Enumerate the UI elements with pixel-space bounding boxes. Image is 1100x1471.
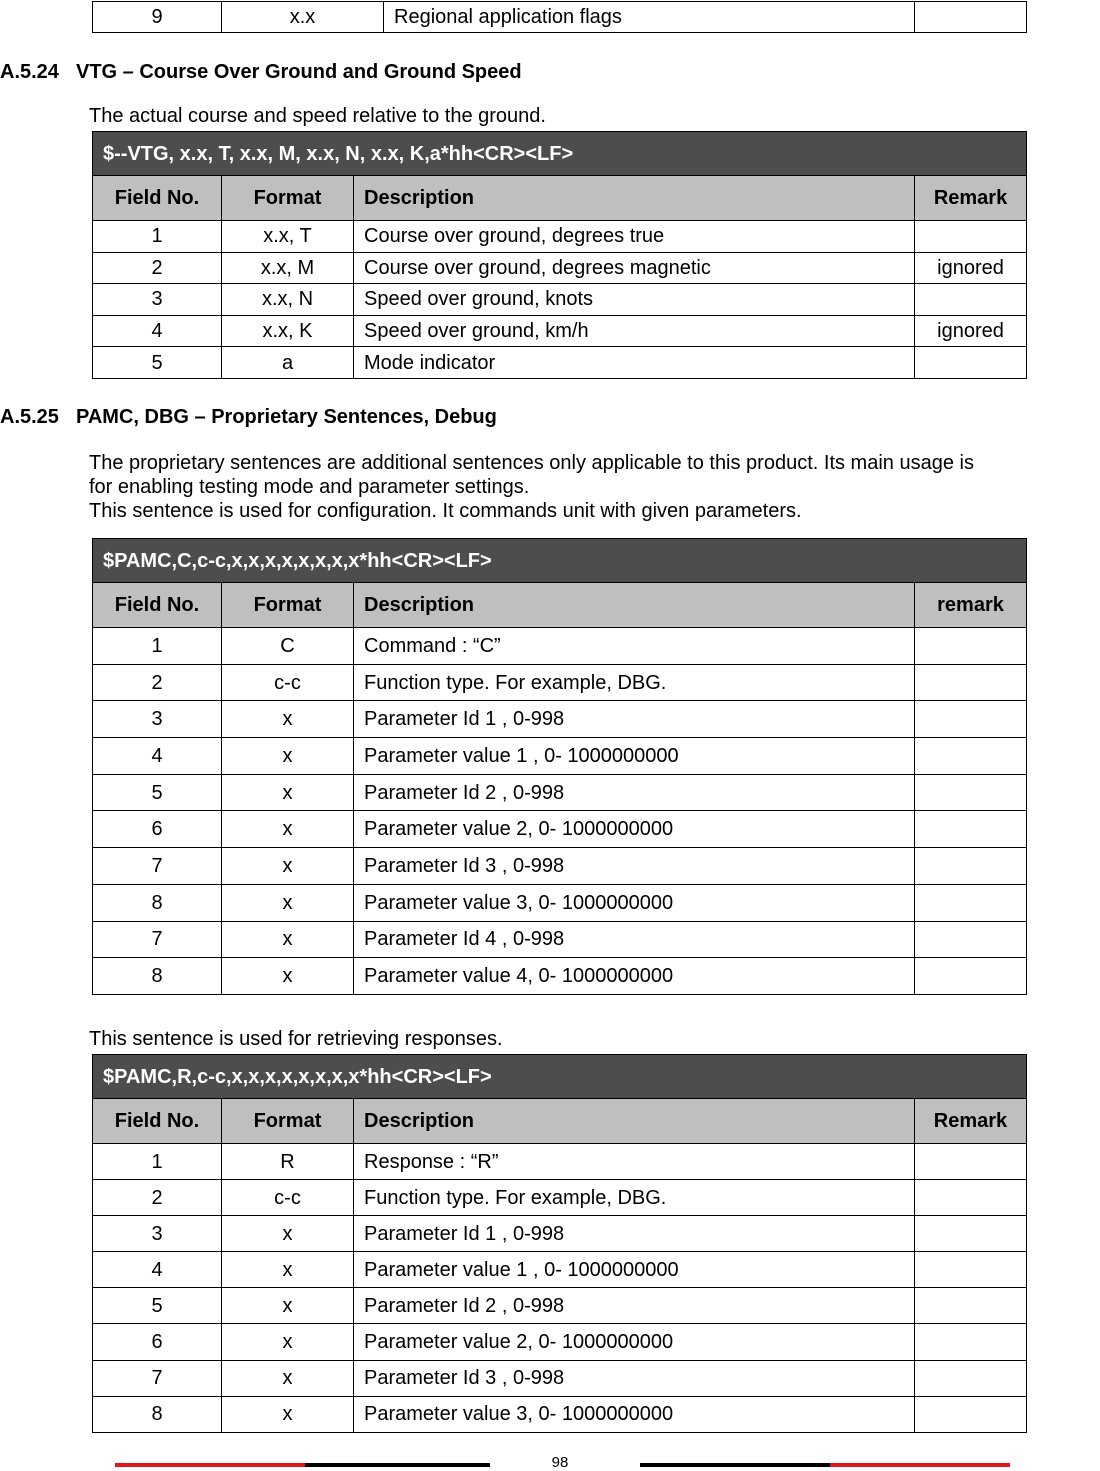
column-header: Field No.: [93, 1099, 222, 1144]
table-row: [93, 347, 1027, 379]
format-cell: x: [222, 958, 354, 995]
remark-cell: [915, 1396, 1027, 1432]
field-no-cell: 1: [93, 221, 222, 253]
description-cell: Command : “C”: [354, 628, 915, 665]
remark-cell: [915, 664, 1027, 701]
description-cell: Parameter Id 3 , 0-998: [354, 848, 915, 885]
remark-cell: [915, 701, 1027, 738]
description-cell: Parameter value 2, 0- 1000000000: [354, 811, 915, 848]
format-cell: x: [222, 1324, 354, 1360]
table-row: [93, 738, 1027, 775]
table-row: [93, 221, 1027, 253]
table-row: [93, 884, 1027, 921]
table-row: [93, 1252, 1027, 1288]
remark-cell: [915, 921, 1027, 958]
table-row: [93, 2, 1027, 33]
format-cell: x: [222, 1288, 354, 1324]
column-header: Format: [222, 583, 354, 628]
description-cell: Function type. For example, DBG.: [354, 1180, 915, 1216]
description-cell: Mode indicator: [354, 347, 915, 379]
remark-cell: [915, 1144, 1027, 1180]
description-cell: Response : “R”: [354, 1144, 915, 1180]
description-cell: Course over ground, degrees magnetic: [354, 252, 915, 284]
format-cell: x: [222, 848, 354, 885]
remark-cell: [915, 2, 1027, 33]
table-row: [93, 774, 1027, 811]
column-header: Description: [354, 1099, 915, 1144]
table-row: [93, 921, 1027, 958]
format-cell: x: [222, 701, 354, 738]
remark-cell: [915, 284, 1027, 316]
field-no-cell: 5: [93, 774, 222, 811]
description-cell: Speed over ground, km/h: [354, 315, 915, 347]
section-number: A.5.25: [0, 406, 59, 428]
description-cell: Regional application flags: [384, 2, 915, 33]
table-row: [93, 1396, 1027, 1432]
column-header: remark: [915, 583, 1027, 628]
table-row: [93, 1216, 1027, 1252]
table-row: [93, 1288, 1027, 1324]
section-heading-pamc: [0, 406, 497, 429]
format-cell: x.x, T: [222, 221, 354, 253]
remark-cell: [915, 884, 1027, 921]
field-no-cell: 8: [93, 958, 222, 995]
table-row: [93, 811, 1027, 848]
table-row: [93, 284, 1027, 316]
table-row: [93, 958, 1027, 995]
pamc-intro-line: This sentence is used for configuration. It commands unit with given parameters.: [89, 500, 802, 522]
format-cell: x.x: [222, 2, 384, 33]
format-cell: x.x, M: [222, 252, 354, 284]
section-title: VTG – Course Over Ground and Ground Speed: [76, 61, 522, 83]
vtg-table: [92, 131, 1027, 379]
description-cell: Parameter Id 2 , 0-998: [354, 1288, 915, 1324]
remark-cell: [915, 1288, 1027, 1324]
description-cell: Parameter Id 1 , 0-998: [354, 1216, 915, 1252]
field-no-cell: 5: [93, 347, 222, 379]
table-row: [93, 315, 1027, 347]
format-cell: x.x, N: [222, 284, 354, 316]
description-cell: Parameter value 1 , 0- 1000000000: [354, 1252, 915, 1288]
description-cell: Parameter Id 3 , 0-998: [354, 1360, 915, 1396]
column-header: Description: [354, 583, 915, 628]
format-cell: x: [222, 1216, 354, 1252]
field-no-cell: 6: [93, 811, 222, 848]
response-intro: This sentence is used for retrieving responses.: [89, 1028, 503, 1050]
table-row: [93, 1324, 1027, 1360]
field-no-cell: 8: [93, 1396, 222, 1432]
description-cell: Parameter Id 1 , 0-998: [354, 701, 915, 738]
footer-accent-line: [830, 1463, 1010, 1467]
column-header: Format: [222, 1099, 354, 1144]
format-cell: x: [222, 921, 354, 958]
remark-cell: [915, 1324, 1027, 1360]
format-cell: x: [222, 884, 354, 921]
description-cell: Parameter Id 4 , 0-998: [354, 921, 915, 958]
table-row: [93, 701, 1027, 738]
pamc-command-caption: $PAMC,C,c-c,x,x,x,x,x,x,x,x*hh<CR><LF>: [93, 539, 1027, 583]
description-cell: Parameter value 2, 0- 1000000000: [354, 1324, 915, 1360]
remark-cell: [915, 811, 1027, 848]
field-no-cell: 7: [93, 921, 222, 958]
field-no-cell: 2: [93, 1180, 222, 1216]
format-cell: C: [222, 628, 354, 665]
description-cell: Parameter value 4, 0- 1000000000: [354, 958, 915, 995]
remark-cell: [915, 628, 1027, 665]
remark-cell: [915, 347, 1027, 379]
table-row: [93, 252, 1027, 284]
field-no-cell: 2: [93, 252, 222, 284]
pamc-intro-line: The proprietary sentences are additional sentences only applicable to this product. Its main usage is: [89, 452, 974, 474]
section-heading-vtg: [0, 61, 522, 84]
remark-cell: ignored: [915, 252, 1027, 284]
format-cell: c-c: [222, 664, 354, 701]
page-number: 98: [551, 1454, 569, 1471]
section-title: PAMC, DBG – Proprietary Sentences, Debug: [76, 406, 497, 428]
section-number: A.5.24: [0, 61, 59, 83]
field-no-cell: 7: [93, 848, 222, 885]
column-header: Remark: [915, 176, 1027, 221]
description-cell: Parameter Id 2 , 0-998: [354, 774, 915, 811]
footer-line: [640, 1463, 830, 1467]
column-header: Description: [354, 176, 915, 221]
field-no-cell: 4: [93, 738, 222, 775]
footer-line: [305, 1463, 490, 1467]
table-row: [93, 628, 1027, 665]
field-no-cell: 4: [93, 315, 222, 347]
field-no-cell: 8: [93, 884, 222, 921]
format-cell: a: [222, 347, 354, 379]
format-cell: x: [222, 774, 354, 811]
field-no-cell: 3: [93, 284, 222, 316]
format-cell: x: [222, 1396, 354, 1432]
remark-cell: [915, 958, 1027, 995]
remark-cell: [915, 738, 1027, 775]
field-no-cell: 5: [93, 1288, 222, 1324]
field-no-cell: 9: [93, 2, 222, 33]
description-cell: Function type. For example, DBG.: [354, 664, 915, 701]
field-no-cell: 7: [93, 1360, 222, 1396]
description-cell: Course over ground, degrees true: [354, 221, 915, 253]
field-no-cell: 1: [93, 1144, 222, 1180]
remark-cell: [915, 1180, 1027, 1216]
format-cell: c-c: [222, 1180, 354, 1216]
column-header: Field No.: [93, 583, 222, 628]
remark-cell: [915, 1360, 1027, 1396]
field-no-cell: 1: [93, 628, 222, 665]
description-cell: Parameter value 3, 0- 1000000000: [354, 1396, 915, 1432]
column-header: Format: [222, 176, 354, 221]
table-row: [93, 848, 1027, 885]
format-cell: x: [222, 738, 354, 775]
vtg-sentence-caption: $--VTG, x.x, T, x.x, M, x.x, N, x.x, K,a*hh<CR><LF>: [93, 132, 1027, 176]
field-no-cell: 4: [93, 1252, 222, 1288]
field-no-cell: 2: [93, 664, 222, 701]
format-cell: x.x, K: [222, 315, 354, 347]
field-no-cell: 3: [93, 701, 222, 738]
footer-accent-line: [115, 1463, 305, 1467]
remark-cell: ignored: [915, 315, 1027, 347]
description-cell: Parameter value 3, 0- 1000000000: [354, 884, 915, 921]
description-cell: Speed over ground, knots: [354, 284, 915, 316]
column-header: Field No.: [93, 176, 222, 221]
pamc-intro: [89, 451, 1100, 523]
description-cell: Parameter value 1 , 0- 1000000000: [354, 738, 915, 775]
format-cell: x: [222, 1252, 354, 1288]
pamc-command-table: [92, 538, 1027, 995]
vtg-intro: The actual course and speed relative to the ground.: [89, 105, 546, 127]
table-row: [93, 1144, 1027, 1180]
table-row: [93, 664, 1027, 701]
remark-cell: [915, 774, 1027, 811]
column-header: Remark: [915, 1099, 1027, 1144]
table-row: [93, 1180, 1027, 1216]
remark-cell: [915, 1252, 1027, 1288]
remark-cell: [915, 1216, 1027, 1252]
format-cell: x: [222, 1360, 354, 1396]
field-no-cell: 6: [93, 1324, 222, 1360]
remark-cell: [915, 848, 1027, 885]
table-row: [93, 1360, 1027, 1396]
remark-cell: [915, 221, 1027, 253]
pamc-response-caption: $PAMC,R,c-c,x,x,x,x,x,x,x,x*hh<CR><LF>: [93, 1055, 1027, 1099]
format-cell: x: [222, 811, 354, 848]
format-cell: R: [222, 1144, 354, 1180]
top-table: [92, 1, 1027, 33]
field-no-cell: 3: [93, 1216, 222, 1252]
pamc-intro-line: for enabling testing mode and parameter settings.: [89, 476, 530, 498]
pamc-response-table: [92, 1054, 1027, 1433]
